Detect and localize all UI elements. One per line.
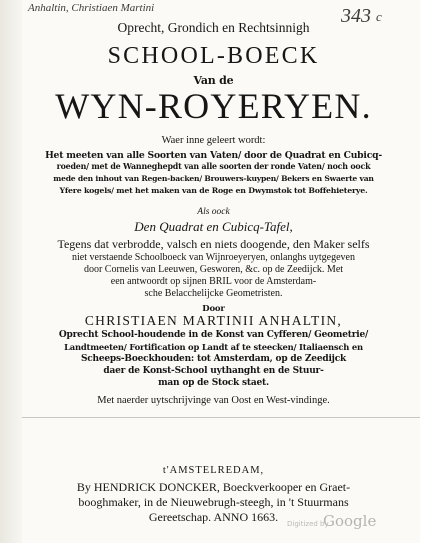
author-line-4: daer de Konst-School uythanght en de Stuur- <box>103 366 324 376</box>
defense-line-2: niet verstaende Schoolboeck van Wijnroeyeryen, onlanghs uytgegeven <box>72 252 355 263</box>
den-quadrat-line: Den Quadrat en Cubicq-Tafel, <box>134 219 293 234</box>
author-line-1: Oprecht School-houdende in de Konst van Cyfferen/ Geometrie/ <box>58 330 369 340</box>
owner-inscription: Anhaltin, Christiaen Martini <box>28 2 155 14</box>
contents-line-3: mede den inhout van Regen-backen/ Brouwers-kuypen/ Bekers en Swaerte van <box>53 174 374 183</box>
subtitle: Oprecht, Grondich en Rechtsinnigh <box>117 20 310 35</box>
intro-line: Waer inne geleert wordt: <box>161 135 266 146</box>
shelf-mark: 343 <box>341 5 371 27</box>
imprint-line-1: By HENDRICK DONCKER, Boeckverkooper en Graet- <box>76 480 351 494</box>
defense-line-3: door Cornelis van Leeuwen, Gesworen, &c. op de Zeedijck. Met <box>83 264 344 275</box>
contents-line-4: Yfere kogels/ met het maken van de Roge en Dwymstok tot Boffehieterye. <box>59 186 368 195</box>
contents-line-1: Het meeten van alle Soorten van Vaten/ door de Quadrat en Cubicq- <box>45 150 382 161</box>
defense-line-4: een antwoordt op sijnen BRIL voor de Amsterdam- <box>110 276 317 287</box>
imprint-line-2: booghmaker, in de Nieuwebrugh-steegh, in 't Stuurmans <box>78 495 349 509</box>
author-line-2: Landtmeeten/ Fortification op Landt af te steecken/ Italiaensch en <box>64 342 363 352</box>
van-de: Van de <box>193 74 234 87</box>
imprint-place: t'AMSTELREDAM, <box>162 465 265 476</box>
subject-title: WYN-ROYERYEN. <box>55 86 372 126</box>
defense-line-1: Tegens dat verbrodde, valsch en niets doogende, den Maker selfs <box>57 237 370 251</box>
imprint-line-3: Gereetschap. ANNO 1663. <box>148 510 279 524</box>
defense-line-5: sche Belacchelijcke Geometristen. <box>144 288 283 299</box>
google-logo: Google <box>323 512 377 530</box>
author-name: CHRISTIAEN MARTINII ANHALTIN, <box>84 313 343 328</box>
shelf-mark-suffix: c <box>376 9 382 24</box>
digitized-by-label: Digitized by <box>287 520 329 528</box>
addition-line: Met naerder uytschrijvinge van Oost en West-vindinge. <box>97 395 330 406</box>
als-oock: Als oock <box>197 207 230 217</box>
author-line-3: Scheeps-Boeckhouden: tot Amsterdam, op de Zeedijck <box>80 354 347 364</box>
door-line: Door <box>202 304 225 314</box>
main-title: SCHOOL-BOECK <box>107 43 320 69</box>
decoration-rule <box>22 417 420 418</box>
contents-line-2: roeden/ met de Wanneghepdt van alle soorten der ronde Vaten/ noch oock <box>56 162 371 171</box>
author-line-5: man op de Stock staet. <box>158 378 269 388</box>
